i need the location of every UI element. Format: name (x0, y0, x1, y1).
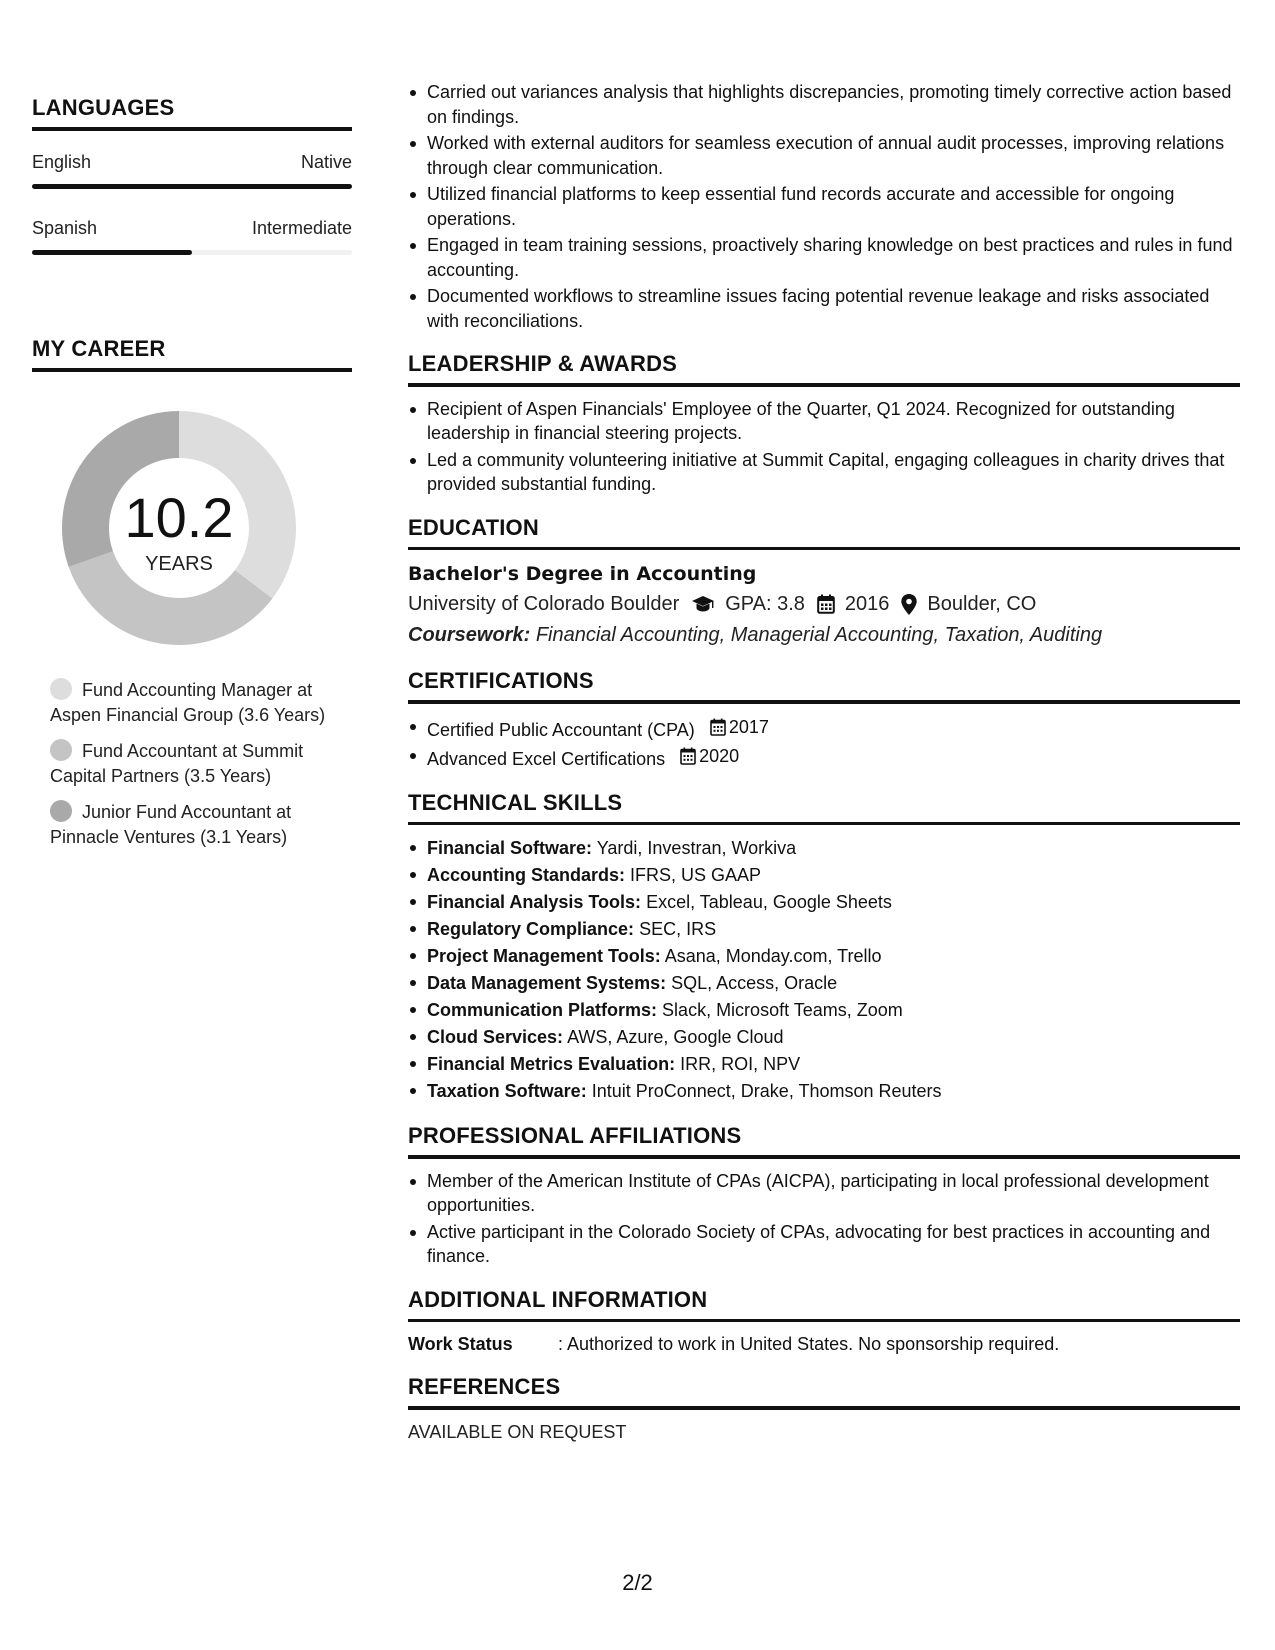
leadership-item: Led a community volunteering initiative at Summit Capital, engaging colleagues in charity drives that provided substantial funding. (408, 448, 1240, 497)
affiliations-divider (408, 1155, 1240, 1159)
responsibilities-list (408, 80, 1240, 333)
skill-item (408, 862, 1240, 889)
map-pin-icon (901, 594, 917, 615)
additional-info-section (408, 1287, 1240, 1357)
responsibility-item: Utilized financial platforms to keep essential fund records accurate and accessible for ongoing operations. (408, 182, 1240, 231)
coursework-label: Coursework: (408, 624, 531, 646)
legend-dot-icon (50, 800, 72, 822)
skill-category: Taxation Software: (427, 1081, 587, 1101)
language-proficiency-bar (32, 250, 352, 255)
main-content (408, 80, 1240, 1444)
career-total-years: 10.2 (124, 486, 234, 549)
certifications-heading: CERTIFICATIONS (408, 668, 594, 693)
education-details (408, 588, 1240, 620)
education-heading: EDUCATION (408, 514, 539, 540)
language-level: Native (300, 152, 352, 172)
career-divider (32, 368, 352, 372)
career-legend (50, 678, 350, 861)
leadership-section (408, 351, 1240, 497)
career-legend-item (50, 678, 350, 728)
skill-category: Financial Metrics Evaluation: (427, 1054, 676, 1074)
certifications-section (408, 668, 1240, 772)
affiliations-section (408, 1123, 1240, 1269)
languages-heading: LANGUAGES (32, 95, 175, 120)
skill-item (408, 889, 1240, 916)
skill-category: Financial Software: (427, 838, 593, 858)
coursework (408, 620, 1240, 650)
work-status-label: Work Status (408, 1334, 513, 1354)
skill-item (408, 1051, 1240, 1078)
certification-date (680, 743, 739, 769)
leadership-item: Recipient of Aspen Financials' Employee of the Quarter, Q1 2024. Recognized for outstanding leadership in financial steering projects. (408, 397, 1240, 446)
page-number: 2/2 (622, 1570, 653, 1595)
career-heading: MY CAREER (32, 336, 166, 361)
language-row-english (32, 152, 352, 189)
skill-values: SEC, IRS (639, 919, 717, 939)
references-text: AVAILABLE ON REQUEST (408, 1421, 627, 1442)
language-proficiency-fill (32, 184, 352, 189)
references-heading: REFERENCES (408, 1374, 561, 1399)
skill-category: Regulatory Compliance: (427, 919, 635, 939)
certification-name: Certified Public Accountant (CPA) (427, 719, 695, 740)
graduation-year: 2016 (844, 593, 890, 615)
work-status-value: : Authorized to work in United States. No sponsorship required. (558, 1334, 1060, 1354)
legend-dot-icon (50, 678, 72, 700)
language-proficiency-bar (32, 184, 352, 189)
school-name: University of Colorado Boulder (408, 593, 680, 615)
references-section (408, 1374, 1240, 1444)
certifications-divider (408, 700, 1240, 704)
skill-item (408, 943, 1240, 970)
references-divider (408, 1406, 1240, 1410)
responsibility-item: Engaged in team training sessions, proactively sharing knowledge on best practices and rules in fund accounting. (408, 233, 1240, 282)
leadership-divider (408, 383, 1240, 387)
career-legend-item (50, 800, 350, 850)
certification-date (710, 714, 769, 740)
additional-info-divider (408, 1319, 1240, 1323)
skill-values: IRR, ROI, NPV (680, 1054, 801, 1074)
skills-section (408, 790, 1240, 1106)
languages-divider (32, 127, 352, 131)
skill-category: Financial Analysis Tools: (427, 892, 642, 912)
certification-year: 2017 (728, 716, 769, 737)
skill-item (408, 1078, 1240, 1105)
career-total-unit: YEARS (145, 553, 213, 575)
skill-values: Excel, Tableau, Google Sheets (646, 892, 892, 912)
leadership-list (408, 397, 1240, 497)
skill-values: Yardi, Investran, Workiva (596, 838, 797, 858)
skill-category: Cloud Services: (427, 1027, 564, 1047)
certifications-list (408, 714, 1240, 772)
career-role-label: Fund Accounting Manager at Aspen Financial Group (3.6 Years) (50, 680, 326, 725)
work-status-row (408, 1332, 1240, 1356)
skill-values: AWS, Azure, Google Cloud (567, 1027, 784, 1047)
graduation-cap-icon (691, 595, 715, 613)
skill-category: Project Management Tools: (427, 946, 661, 966)
responsibility-item: Worked with external auditors for seamless execution of annual audit processes, improving relations through clear communication. (408, 131, 1240, 180)
responsibility-item: Documented workflows to streamline issues facing potential revenue leakage and risks associated with reconciliations. (408, 284, 1240, 333)
certification-year: 2020 (699, 745, 740, 766)
skill-category: Accounting Standards: (427, 865, 626, 885)
skill-category: Data Management Systems: (427, 973, 667, 993)
skill-item (408, 997, 1240, 1024)
language-row-spanish (32, 218, 352, 255)
skill-item (408, 1024, 1240, 1051)
education-divider (408, 547, 1240, 551)
affiliation-item: Member of the American Institute of CPAs (AICPA), participating in local professional development opportunities. (408, 1169, 1240, 1218)
skill-values: Asana, Monday.com, Trello (664, 946, 882, 966)
additional-info-heading: ADDITIONAL INFORMATION (408, 1286, 708, 1312)
skill-category: Communication Platforms: (427, 1000, 658, 1020)
skills-divider (408, 822, 1240, 826)
calendar-icon (680, 747, 696, 765)
skills-heading: TECHNICAL SKILLS (408, 789, 623, 815)
skill-values: IFRS, US GAAP (630, 865, 762, 885)
affiliations-list (408, 1169, 1240, 1269)
career-donut-chart (54, 403, 304, 653)
affiliation-item: Active participant in the Colorado Society of CPAs, advocating for best practices in accounting and finance. (408, 1220, 1240, 1269)
career-legend-item (50, 739, 350, 789)
certification-item (408, 714, 1240, 743)
affiliations-heading: PROFESSIONAL AFFILIATIONS (408, 1123, 742, 1148)
languages-section (32, 95, 352, 131)
calendar-icon (817, 594, 835, 614)
responsibility-item: Carried out variances analysis that highlights discrepancies, promoting timely corrective action based on findings. (408, 80, 1240, 129)
skill-item (408, 970, 1240, 997)
career-role-label: Junior Fund Accountant at Pinnacle Ventures (3.1 Years) (50, 802, 292, 847)
language-level: Intermediate (251, 218, 352, 238)
school-location: Boulder, CO (927, 593, 1037, 615)
language-name: English (32, 152, 92, 172)
skill-values: Intuit ProConnect, Drake, Thomson Reuters (591, 1081, 942, 1101)
coursework-value: Financial Accounting, Managerial Accounting, Taxation, Auditing (535, 624, 1103, 646)
skill-values: SQL, Access, Oracle (671, 973, 838, 993)
calendar-icon (710, 718, 726, 736)
degree-title: Bachelor's Degree in Accounting (408, 563, 757, 585)
language-proficiency-fill (32, 250, 192, 255)
skills-list (408, 835, 1240, 1105)
skill-item (408, 835, 1240, 862)
certification-name: Advanced Excel Certifications (427, 748, 666, 769)
skill-item (408, 916, 1240, 943)
skill-values: Slack, Microsoft Teams, Zoom (662, 1000, 903, 1020)
gpa-value: GPA: 3.8 (725, 593, 805, 615)
education-section (408, 515, 1240, 651)
career-section (32, 336, 352, 372)
career-role-label: Fund Accountant at Summit Capital Partners (3.5 Years) (50, 741, 304, 786)
language-name: Spanish (32, 218, 98, 238)
leadership-heading: LEADERSHIP & AWARDS (408, 351, 678, 376)
certification-item (408, 743, 1240, 772)
legend-dot-icon (50, 739, 72, 761)
